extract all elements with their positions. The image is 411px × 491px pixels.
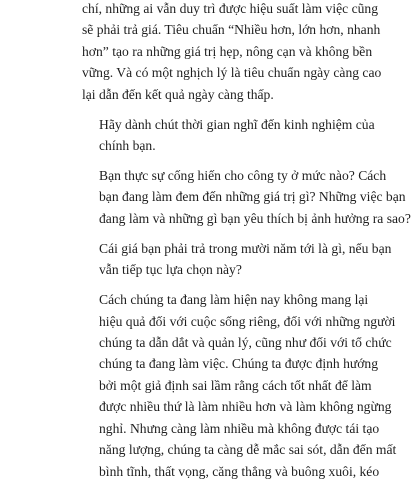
- page-body-text: [82, 0, 411, 491]
- text-line: hiệu quả đối với cuộc sống riêng, đối với những người: [99, 313, 396, 329]
- paragraph-current-way: [82, 289, 397, 482]
- text-line: năng lượng, chúng ta càng dễ mắc sai sót, dẫn đến mất: [99, 442, 397, 458]
- text-line: được nhiều thứ là làm nhiều hơn và làm không ngừng: [99, 399, 392, 415]
- paragraph-price: [82, 238, 392, 281]
- text-line: Hãy dành chút thời gian nghĩ đến kinh nghiệm của: [99, 116, 375, 132]
- text-line: nghỉ. Nhưng càng làm nhiều mà không được tái tạo: [99, 420, 380, 436]
- text-line: hơn” tạo ra những giá trị hẹp, nông cạn và không bền: [82, 43, 373, 59]
- text-line: sẽ phải trả giá. Tiêu chuẩn “Nhiều hơn, lớn hơn, nhanh: [82, 22, 381, 38]
- text-line: bình tĩnh, thất vọng, căng thẳng và buông xuôi, kéo: [99, 463, 380, 479]
- text-line: bởi một giả định sai lầm rằng cách tốt nhất để làm: [99, 377, 372, 393]
- text-line: vẫn tiếp tục lựa chọn này?: [99, 262, 242, 278]
- text-line: chúng ta đang làm việc. Chúng ta được định hướng: [99, 356, 379, 372]
- text-line: vững. Và có một nghịch lý là tiêu chuẩn ngày càng cao: [82, 65, 382, 81]
- text-line: chính bạn.: [99, 138, 156, 154]
- text-line: Cái giá bạn phải trả trong mười năm tới là gì, nếu bạn: [99, 240, 392, 256]
- text-line: Cách chúng ta đang làm hiện nay không mang lại: [99, 292, 369, 308]
- text-line: đang làm và những gì bạn yêu thích bị ảnh hưởng ra sao?: [99, 210, 411, 226]
- paragraph-questions: [82, 165, 411, 229]
- text-line: chí, những ai vẫn duy trì được hiệu suất làm việc cũng: [82, 1, 378, 16]
- paragraph-continued: [82, 0, 382, 105]
- text-line: lại dẫn đến kết quả ngày càng thấp.: [82, 86, 274, 102]
- text-line: bạn đang làm đem đến những giá trị gì? Những việc bạn: [99, 189, 406, 205]
- text-line: Bạn thực sự cống hiến cho công ty ở mức nào? Cách: [99, 168, 387, 184]
- text-line: chúng ta dẫn dắt và quản lý, cũng như đối với tổ chức: [99, 335, 392, 351]
- paragraph-reflect: [82, 114, 375, 157]
